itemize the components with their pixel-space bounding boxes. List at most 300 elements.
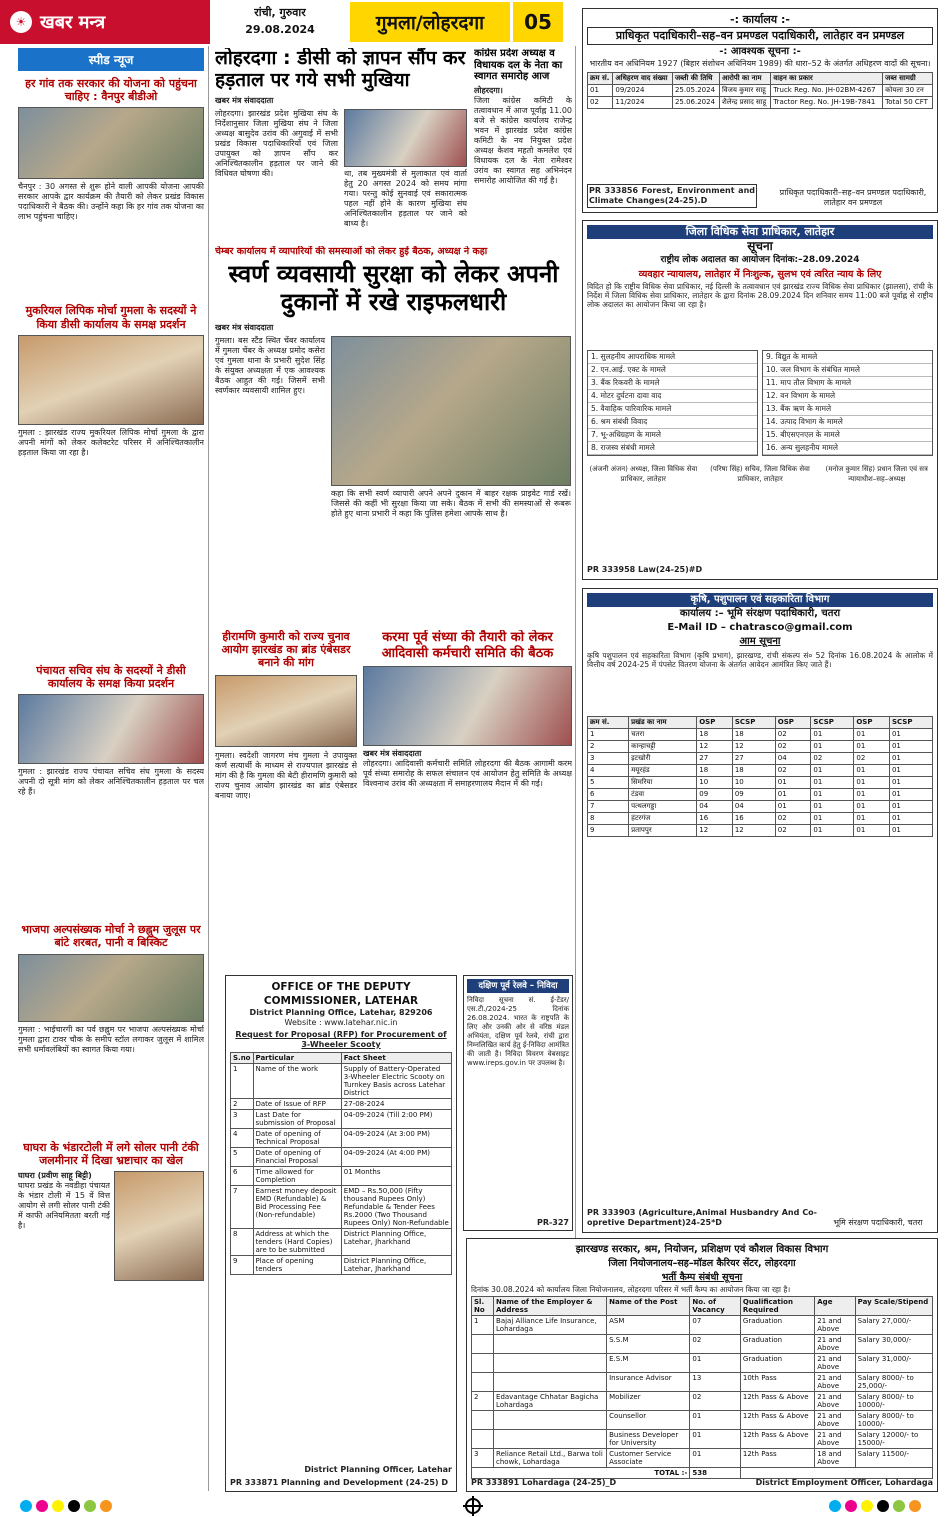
masthead <box>0 0 210 44</box>
table-cell: ASM <box>607 1316 690 1335</box>
hiramani-story <box>215 630 357 970</box>
table-cell: कान्हाचट्टी <box>629 741 697 753</box>
congress-headline: कांग्रेस प्रदेश अध्यक्ष व विधायक दल के नेता का स्वागत समारोह आज <box>474 48 563 82</box>
table-cell: 02 <box>775 765 811 777</box>
table-cell: 12th Pass <box>740 1449 814 1468</box>
table-cell: 01 <box>811 765 854 777</box>
dc-ad-rfp-title: Request for Proposal (RFP) for Procurement of 3-Wheeler Scooty <box>235 1030 447 1049</box>
table-row <box>472 1335 933 1354</box>
story2-headline: मुकरियल लिपिक मोर्चा गुमला के सदस्यों ने किया डीसी कार्यालय के समक्ष प्रदर्शन <box>25 304 197 331</box>
table-cell: Salary 12000/- to 15000/- <box>855 1430 932 1449</box>
table-cell: 09 <box>732 789 775 801</box>
labour-ad-office: जिला नियोजनालय–सह–मॉडल कैरियर सेंटर, लोहरदगा <box>608 1258 796 1269</box>
table-cell: Salary 11500/- <box>855 1449 932 1468</box>
table-cell: 01 <box>690 1430 741 1449</box>
table-cell: 04-09-2024 (At 4:00 PM) <box>341 1148 451 1167</box>
table-cell: 18 and Above <box>815 1449 855 1468</box>
table-cell: Address at which the tenders (Hard Copies) are to be submitted <box>253 1229 341 1256</box>
case-type-item: 16. अन्य सुलहनीय मामले <box>763 442 932 455</box>
table-row <box>588 789 933 801</box>
table-cell: 21 and Above <box>815 1316 855 1335</box>
table-header: क्रम सं. <box>588 717 629 729</box>
table-cell: शैलेन्द्र प्रसाद साहू <box>719 97 770 109</box>
case-type-item: 2. एन.आई. एक्ट के मामले <box>588 364 757 377</box>
table-row <box>472 1411 933 1430</box>
karma-byline: खबर मंत्र संवाददाता <box>363 749 422 759</box>
table-cell: 02 <box>588 97 613 109</box>
agriculture-notice-ad <box>582 588 938 1233</box>
table-cell: 1 <box>231 1064 254 1099</box>
protest-photo <box>18 335 204 425</box>
lead-story <box>215 48 467 243</box>
table-cell: इटखोरी <box>629 753 697 765</box>
table-header: प्रखंड का नाम <box>629 717 697 729</box>
table-cell: 2 <box>231 1099 254 1110</box>
table-cell: 12th Pass & Above <box>740 1430 814 1449</box>
table-cell: 01 <box>889 741 932 753</box>
table-row <box>472 1449 933 1468</box>
total-label: TOTAL :- <box>472 1468 690 1479</box>
case-type-item: 6. श्रम संबंधी विवाद <box>588 416 757 429</box>
hiramani-body: गुमला। स्वदेशी जागरण मंच गुमला ने उपायुक्त कर्ण सत्यार्थी के माध्यम से राज्यपाल झारखंड से मांग की है कि गुमला की बेटी हीरामणि कुमारी को राज्य चुनाव आयोग झारखंड का ब्रांड एंबेसडर बनाया जाए। <box>215 750 357 800</box>
chamber-byline: खबर मंत्र संवाददाता <box>215 322 274 332</box>
case-type-item: 10. जल विभाग के संबंधित मामले <box>763 364 932 377</box>
table-cell: 8 <box>588 813 629 825</box>
issue-date: 29.08.2024 <box>245 23 315 36</box>
chamber-body: गुमला। बस स्टैंड स्थित चेंबर कार्यालय में गुमला चेंबर के अध्यक्ष प्रमोद कसेरा एवं गुमला थाना के प्रभारी सुदेश सिंह के संयुक्त अध्यक्षता में एक आवश्यक बैठक आहुत की गई। जिसमें सभी स्वर्णकार व्यवसायी शामिल हुए। <box>215 335 325 395</box>
table-cell: 21 and Above <box>815 1392 855 1411</box>
table-cell: 1 <box>472 1316 494 1335</box>
table-cell: हंटरगंज <box>629 813 697 825</box>
karma-body: लोहरदगा। आदिवासी कर्मचारी समिति लोहरदगा की बैठक आगामी करम पूर्व संध्या समारोह के सफल संचालन एवं आयोजन हेतु समिति के अध्यक्ष विश्वनाथ उरांव की अध्यक्षता में समाहरणालय मैदान में की गई। <box>363 759 572 789</box>
table-cell: 04 <box>732 801 775 813</box>
table-cell: पत्थलगड्डा <box>629 801 697 813</box>
table-cell: 09 <box>697 789 733 801</box>
table-row <box>588 85 933 97</box>
table-cell: Name of the work <box>253 1064 341 1099</box>
legal-signatory: (अंजनी अंजन) अध्यक्ष, जिला विधिक सेवा प्राधिकार, लातेहार <box>589 465 698 484</box>
table-cell: Date of Issue of RFP <box>253 1099 341 1110</box>
case-type-item: 12. वन विभाग के मामले <box>763 390 932 403</box>
table-row <box>231 1186 452 1229</box>
table-header: S.no <box>231 1053 254 1064</box>
speed-news-kicker: स्पीड न्यूज <box>18 48 204 71</box>
story4-body: गुमला : भाईचारगी का पर्व छह्नुम पर भाजपा अल्पसंख्यक मोर्चा गुमला द्वारा टावर चौक के समीप स्टॉल लगाकर जुलूस में शामिल सभी धर्मावलंबियों का स्वागत किया गया। <box>18 1024 204 1054</box>
table-cell: 01 <box>854 777 890 789</box>
table-cell: Salary 27,000/- <box>855 1316 932 1335</box>
panchayat-protest-photo <box>18 694 204 764</box>
table-row <box>231 1148 452 1167</box>
agri-ad-office: कार्यालय :– भूमि संरक्षण पदाधिकारी, चतरा <box>679 608 841 619</box>
table-cell: 04-09-2024 (Till 2:00 PM) <box>341 1110 451 1129</box>
dc-ad-pr-number: PR 333871 Planning and Development (24-25) D <box>230 1478 449 1487</box>
table-cell: 01 <box>811 777 854 789</box>
table-cell: Salary 8000/- to 25,000/- <box>855 1373 932 1392</box>
forest-ad-signature: प्राधिकृत पदाधिकारी–सह–वन प्रमण्डल पदाधिकारी, लातेहार वन प्रमण्डल <box>779 188 927 207</box>
color-swatch-icon <box>100 1500 112 1512</box>
forest-notice-label: -: आवश्यक सूचना :- <box>719 46 801 57</box>
hiramani-headline: हीरामणि कुमारी को राज्य चुनाव आयोग झारखंड का ब्रांड एंबेसडर बनाने की मांग <box>221 630 351 670</box>
story5-headline: घाघरा के भंडारटोली में लगे सोलर पानी टंकी जलमीनार में दिखा भ्रष्टाचार का खेल <box>23 1140 199 1167</box>
table-cell <box>472 1335 494 1354</box>
forest-office-label: -: कार्यालय :- <box>730 13 790 26</box>
table-cell <box>494 1430 607 1449</box>
agri-ad-dept: कृषि, पशुपालन एवं सहकारिता विभाग <box>587 593 933 607</box>
table-cell <box>472 1430 494 1449</box>
table-row <box>588 825 933 837</box>
color-swatch-icon <box>893 1500 905 1512</box>
table-cell: 16 <box>732 813 775 825</box>
table-header: Fact Sheet <box>341 1053 451 1064</box>
table-cell: 12 <box>697 825 733 837</box>
table-cell: 01 <box>889 813 932 825</box>
congress-body: जिला कांग्रेस कमिटी के तत्वावधान में आज पूर्वाह्न 11.00 बजे से कांग्रेस कार्यालय राजेन्द्र भवन में झारखंड प्रदेश कांग्रेस कमिटी के नव नियुक्त प्रदेश अध्यक्ष केशव महतो कमलेश एवं विधायक दल के नेता रामेश्वर उरांव का स्वागत सह अभिनंदन समारोह आयोजित की गई है। <box>474 95 572 185</box>
color-swatch-icon <box>68 1500 80 1512</box>
color-swatch-icon <box>84 1500 96 1512</box>
table-header: Name of the Employer & Address <box>494 1297 607 1316</box>
agri-ad-pr: PR 333903 (Agriculture,Animal Husbandry And Co-opretive Department)24-25*D <box>587 1208 817 1227</box>
table-cell <box>472 1411 494 1430</box>
table-row <box>472 1430 933 1449</box>
table-cell: 3 <box>588 753 629 765</box>
forest-case-table <box>587 72 933 109</box>
table-cell <box>472 1354 494 1373</box>
table-cell: Place of opening tenders <box>253 1256 341 1275</box>
table-header: Age <box>815 1297 855 1316</box>
table-cell: 7 <box>231 1186 254 1229</box>
chamber-headline: स्वर्ण व्यवसायी सुरक्षा को लेकर अपनी दुकानों में रखे राइफलधारी <box>228 260 559 316</box>
table-cell: 01 <box>854 813 890 825</box>
table-cell: 3 <box>231 1110 254 1129</box>
table-cell: 8 <box>231 1229 254 1256</box>
case-type-item: 13. बैंक ऋण के मामले <box>763 403 932 416</box>
story1-body: चैनपुर : 30 अगस्त से शुरू होने वाली आपकी योजना आपकी सरकार आपके द्वार कार्यक्रम की तैयारी को लेकर प्रखंड विकास पदाधिकारी ने बैठक की। उन्होंने कहा कि हर गांव तक योजना का लाभ पहुंचना चाहिए। <box>18 182 204 222</box>
table-cell: 01 <box>811 813 854 825</box>
table-header: Sl. No <box>472 1297 494 1316</box>
table-row <box>231 1110 452 1129</box>
table-cell: Graduation <box>740 1335 814 1354</box>
case-type-item: 9. विद्युत के मामले <box>763 351 932 364</box>
table-cell: 02 <box>775 741 811 753</box>
table-cell: 01 <box>775 777 811 789</box>
table-cell: E.S.M <box>607 1354 690 1373</box>
table-header: Qualification Required <box>740 1297 814 1316</box>
table-cell: 02 <box>690 1392 741 1411</box>
table-cell: 01 <box>690 1354 741 1373</box>
table-cell: 12th Pass & Above <box>740 1411 814 1430</box>
color-swatch-icon <box>909 1500 921 1512</box>
registration-mark-icon <box>465 1498 481 1514</box>
legal-ad-pr: PR 333958 Law(24-25)#D <box>587 565 703 574</box>
left-news-column <box>18 48 204 1493</box>
table-cell: 01 <box>775 789 811 801</box>
table-cell: 07 <box>690 1316 741 1335</box>
table-cell: 01 <box>889 801 932 813</box>
table-cell: 6 <box>231 1167 254 1186</box>
table-cell: 01 <box>690 1449 741 1468</box>
table-cell: 12 <box>732 741 775 753</box>
brand-logo-icon: ☀ <box>10 11 32 33</box>
table-cell: 01 <box>690 1411 741 1430</box>
table-cell: Business Developer for University <box>607 1430 690 1449</box>
table-row <box>231 1064 452 1099</box>
legal-signatory: (मनोज कुमार सिंह) प्रधान जिला एवं सत्र न्यायाधीश–सह–अध्यक्ष <box>825 465 928 484</box>
brand-name: खबर मन्त्र <box>40 12 106 33</box>
table-cell: District Planning Office, Latehar, Jharkhand <box>341 1256 451 1275</box>
table-cell: 02 <box>690 1335 741 1354</box>
table-cell: EMD – Rs.50,000 (Fifty thousand Rupees Only) Refundable & Tender Fees Rs.2000 (Two Thousand Rupees Only) Non-Refundable <box>341 1186 451 1229</box>
table-cell: Salary 8000/- to 10000/- <box>855 1392 932 1411</box>
table-cell: 18 <box>697 765 733 777</box>
color-swatch-icon <box>877 1500 889 1512</box>
table-cell: 01 <box>811 741 854 753</box>
table-cell: 01 Months <box>341 1167 451 1186</box>
table-cell <box>494 1335 607 1354</box>
forest-ad-pr: PR 333856 Forest, Environment and Climate Changes(24-25).D <box>587 184 757 208</box>
color-swatch-icon <box>20 1500 32 1512</box>
table-header: SCSP <box>889 717 932 729</box>
dc-office-rfp-ad <box>225 975 457 1492</box>
table-cell: 13 <box>690 1373 741 1392</box>
table-header: Name of the Post <box>607 1297 690 1316</box>
labour-ad-notice: भर्ती कैम्प संबंधी सूचना <box>661 1272 743 1283</box>
color-swatch-icon <box>36 1500 48 1512</box>
table-header: क्रम सं. <box>588 73 613 85</box>
table-cell: 01 <box>775 801 811 813</box>
table-cell: Bajaj Alliance Life Insurance, Lohardaga <box>494 1316 607 1335</box>
table-cell: 01 <box>854 729 890 741</box>
table-row <box>231 1256 452 1275</box>
table-cell: 01 <box>854 765 890 777</box>
legal-services-ad <box>582 220 938 580</box>
table-cell: 12 <box>697 741 733 753</box>
table-cell: Last Date for submission of Proposal <box>253 1110 341 1129</box>
table-row <box>231 1229 452 1256</box>
color-swatch-icon <box>52 1500 64 1512</box>
table-cell: 04 <box>775 753 811 765</box>
table-row <box>588 801 933 813</box>
table-cell: Graduation <box>740 1354 814 1373</box>
table-header: OSP <box>697 717 733 729</box>
labour-ad-pr: PR 333891 Lohardaga (24-25)_D <box>471 1478 617 1487</box>
table-row <box>472 1392 933 1411</box>
railway-ad-body: निविदा सूचना सं. ई-टेंडर/एस.टी./2024-25 दिनांक 26.08.2024. भारत के राष्ट्रपति के लिए और उनकी ओर से वरिष्ठ मंडल अभियंता, दक्षिण पूर्व रेलवे, रांची द्वारा निम्नलिखित कार्य हेतु ई-निविदा आमंत्रित की जाती है। निविदा विवरण वेबसाइट www.ireps.gov.in पर उपलब्ध है। <box>467 996 569 1067</box>
city-day: रांची, गुरुवार <box>254 6 306 19</box>
color-swatch-icon <box>845 1500 857 1512</box>
forest-ad-intro: भारतीय वन अधिनियम 1927 (बिहार संशोधन अधिनियम 1989) की धारा–52 के अंतर्गत अधिहरण वादों की सूचना। <box>589 59 931 68</box>
railway-tender-ad <box>463 975 573 1231</box>
table-header: वाहन का प्रकार <box>771 73 883 85</box>
story1-headline: हर गांव तक सरकार की योजना को पहुंचना चाहिए : वैनपुर बीडीओ <box>25 77 197 104</box>
table-cell: 1 <box>588 729 629 741</box>
case-type-item: 14. उत्पाद विभाग के मामले <box>763 416 932 429</box>
case-type-item: 15. बीएसएनएल के मामले <box>763 429 932 442</box>
dc-ad-title: OFFICE OF THE DEPUTY COMMISSIONER, LATEHAR <box>263 981 419 1007</box>
print-registration-strip <box>0 1495 945 1517</box>
lead-body-continued: था, तब मुख्यमंत्री से मुलाकात एवं वार्ता हेतु 20 अगस्त 2024 को समय मांगा गया। परन्तु कोई सुनवाई एवं सकारात्मक पहल नहीं होने के कारण मुखिया संघ अनिश्चितकालीन हड़ताल पर जाने को बाध्य है। <box>344 168 467 228</box>
labour-ad-title: झारखण्ड सरकार, श्रम, नियोजन, प्रशिक्षण एवं कौशल विकास विभाग <box>575 1244 829 1255</box>
table-header: No. of Vacancy <box>690 1297 741 1316</box>
table-row <box>588 753 933 765</box>
table-cell: 01 <box>889 825 932 837</box>
table-cell: 21 and Above <box>815 1430 855 1449</box>
table-cell: Truck Reg. No. JH-02BM-4267 <box>771 85 883 97</box>
solar-water-tank-photo <box>114 1171 204 1281</box>
table-cell: 25.06.2024 <box>672 97 719 109</box>
table-cell: Insurance Advisor <box>607 1373 690 1392</box>
table-cell <box>494 1411 607 1430</box>
table-cell: 01 <box>811 825 854 837</box>
table-cell: 21 and Above <box>815 1354 855 1373</box>
table-cell: 18 <box>732 765 775 777</box>
table-cell: 4 <box>231 1129 254 1148</box>
table-cell: 4 <box>588 765 629 777</box>
color-swatch-icon <box>829 1500 841 1512</box>
table-cell: 01 <box>889 765 932 777</box>
table-row <box>588 777 933 789</box>
table-cell: 2 <box>588 741 629 753</box>
table-cell: 27 <box>732 753 775 765</box>
karma-headline: करमा पूर्व संध्या की तैयारी को लेकर आदिवासी कर्मचारी समिति की बैठक <box>381 630 554 661</box>
table-cell: 9 <box>588 825 629 837</box>
table-cell: Time allowed for Completion <box>253 1167 341 1186</box>
table-cell: 9 <box>231 1256 254 1275</box>
table-cell: 01 <box>588 85 613 97</box>
table-cell: 10th Pass <box>740 1373 814 1392</box>
table-cell: 01 <box>811 801 854 813</box>
table-cell: 09/2024 <box>613 85 673 97</box>
case-type-item: 7. भू-अधिग्रहण के मामले <box>588 429 757 442</box>
table-cell: टंडवा <box>629 789 697 801</box>
table-header: आरोपी का नाम <box>719 73 770 85</box>
table-cell: District Planning Office, Latehar, Jharkhand <box>341 1229 451 1256</box>
table-header: SCSP <box>732 717 775 729</box>
table-header: Particular <box>253 1053 341 1064</box>
table-header: अधिहरण वाद संख्या <box>613 73 673 85</box>
table-cell: Supply of Battery-Operated 3-Wheeler Electric Scooty on Turnkey Basis across Latehar District <box>341 1064 451 1099</box>
dc-ad-signature: District Planning Officer, Latehar <box>304 1465 452 1474</box>
table-cell: 21 and Above <box>815 1373 855 1392</box>
forest-ad-title: प्राधिकृत पदाधिकारी–सह–वन प्रमण्डल पदाधिकारी, लातेहार वन प्रमण्डल <box>587 27 933 45</box>
table-cell: Customer Service Associate <box>607 1449 690 1468</box>
pumpset-allocation-table <box>587 716 933 837</box>
dc-ad-website[interactable]: Website : www.latehar.nic.in <box>284 1018 398 1027</box>
table-cell: 21 and Above <box>815 1411 855 1430</box>
lead-headline: लोहरदगा : डीसी को ज्ञापन सौंप कर हड़ताल पर गये सभी मुखिया <box>215 48 466 91</box>
total-vacancy: 538 <box>690 1468 741 1479</box>
table-cell: 02 <box>775 729 811 741</box>
labour-recruitment-ad <box>466 1238 938 1492</box>
table-row <box>472 1354 933 1373</box>
case-type-item: 1. सुलहनीय आपराधिक मामले <box>588 351 757 364</box>
table-cell: 18 <box>732 729 775 741</box>
table-cell: सिमरिया <box>629 777 697 789</box>
agri-ad-email[interactable]: E-Mail ID – chatrasco@gmail.com <box>667 622 853 633</box>
table-cell: Graduation <box>740 1316 814 1335</box>
story4-headline: भाजपा अल्पसंख्यक मोर्चा ने छह्नुम जुलूस पर बांटे शरबत, पानी व बिस्किट <box>21 923 201 950</box>
table-cell: 01 <box>889 777 932 789</box>
table-cell: विजय कुमार साहू <box>719 85 770 97</box>
chamber-meeting-photo <box>331 336 571 486</box>
dc-ad-fact-sheet-table <box>230 1052 452 1275</box>
table-row <box>231 1167 452 1186</box>
table-cell: 01 <box>854 789 890 801</box>
table-cell: Mobilizer <box>607 1392 690 1411</box>
table-cell: 11/2024 <box>613 97 673 109</box>
story3-body: गुमला : झारखंड राज्य पंचायत सचिव संघ गुमला के सदस्य अपनी दो सूत्री मांग को लेकर अनिश्चितकालीन हड़ताल पर चल रहे हैं। <box>18 767 204 797</box>
table-cell: 7 <box>588 801 629 813</box>
karma-meeting-photo <box>363 666 572 746</box>
table-cell: 01 <box>854 825 890 837</box>
page-number: 05 <box>513 2 563 42</box>
forest-notice-ad <box>582 8 938 213</box>
lead-body: लोहरदगा। झारखंड प्रदेश मुखिया संघ के निर्देशानुसार जिला मुखिया संघ ने जिला अध्यक्ष बासुदेव उरांव की अगुवाई में सभी प्रखंड विकास पदाधिकारियों एवं जिला उपायुक्त को ज्ञापन सौंप कर अनिश्चितकालीन हड़ताल पर जाने की विधिवत घोषणा की। <box>215 108 338 178</box>
hiramani-photo <box>215 675 357 747</box>
table-cell <box>494 1354 607 1373</box>
table-header: जब्ती की तिथि <box>672 73 719 85</box>
congress-byline: लोहरदगा। <box>474 85 503 95</box>
agri-ad-intro: कृषि पशुपालन एवं सहकारिता विभाग (कृषि प्रभाग), झारखण्ड, रांची संकल्प सं० 52 दिनांक 16.08.2024 के आलोक में वित्तीय वर्ष 2024-25 में पंपसेट वितरण योजना के अंतर्गत आवेदन आमंत्रित किए जाते हैं। <box>587 651 933 669</box>
table-cell <box>494 1373 607 1392</box>
table-row <box>231 1099 452 1110</box>
table-cell: 25.05.2024 <box>672 85 719 97</box>
table-cell: Total 50 CFT <box>883 97 933 109</box>
table-cell: 02 <box>775 825 811 837</box>
table-cell: 01 <box>854 801 890 813</box>
table-row <box>588 741 933 753</box>
case-type-item: 8. राजस्व संबंधी मामले <box>588 442 757 455</box>
section-title: गुमला/लोहरदगा <box>350 2 510 42</box>
table-row <box>588 97 933 109</box>
chamber-story <box>215 246 572 626</box>
dateline <box>215 4 345 38</box>
labour-ad-signature: District Employment Officer, Lohardaga <box>755 1478 933 1487</box>
table-cell: कोयला 30 टन <box>883 85 933 97</box>
column-divider <box>208 46 209 1491</box>
table-cell: 12th Pass & Above <box>740 1392 814 1411</box>
story2-body: गुमला : झारखंड राज्य मुकरियल लिपिक मोर्चा गुमला के द्वारा अपनी मांगों को लेकर कलेक्टरेट परिसर में अनिश्चितकालीन हड़ताल किया जा रहा है। <box>18 427 204 457</box>
legal-ad-title: सूचना <box>747 239 773 253</box>
legal-ad-band: जिला विधिक सेवा प्राधिकार, लातेहार <box>587 225 933 239</box>
table-cell: चतरा <box>629 729 697 741</box>
procession-photo <box>18 954 204 1022</box>
railway-ad-title: दक्षिण पूर्व रेलवे – निविदा <box>467 979 569 993</box>
table-cell: 01 <box>889 789 932 801</box>
table-cell: Salary 31,000/- <box>855 1354 932 1373</box>
table-cell: Salary 30,000/- <box>855 1335 932 1354</box>
table-cell: 2 <box>472 1392 494 1411</box>
table-cell: 01 <box>854 741 890 753</box>
table-header: OSP <box>854 717 890 729</box>
table-cell: S.S.M <box>607 1335 690 1354</box>
story3-headline: पंचायत सचिव संघ के सदस्यों ने डीसी कार्यालय के समक्ष किया प्रदर्शन <box>36 663 186 690</box>
table-cell: 04 <box>697 801 733 813</box>
table-row <box>588 765 933 777</box>
table-cell: 01 <box>889 753 932 765</box>
table-cell: 5 <box>588 777 629 789</box>
vacancy-table <box>471 1296 933 1479</box>
table-cell: प्रतापपुर <box>629 825 697 837</box>
table-cell: 04-09-2024 (At 3:00 PM) <box>341 1129 451 1148</box>
congress-story <box>474 48 572 243</box>
table-header: SCSP <box>811 717 854 729</box>
case-type-item: 5. वैवाहिक पारिवारिक मामले <box>588 403 757 416</box>
table-cell: 27 <box>697 753 733 765</box>
karma-story <box>363 630 572 970</box>
table-cell: 02 <box>854 753 890 765</box>
legal-signatory: (परिषा सिंह) सचिव, जिला विधिक सेवा प्राधिकार, लातेहार <box>710 465 810 484</box>
meeting-photo <box>18 107 204 179</box>
